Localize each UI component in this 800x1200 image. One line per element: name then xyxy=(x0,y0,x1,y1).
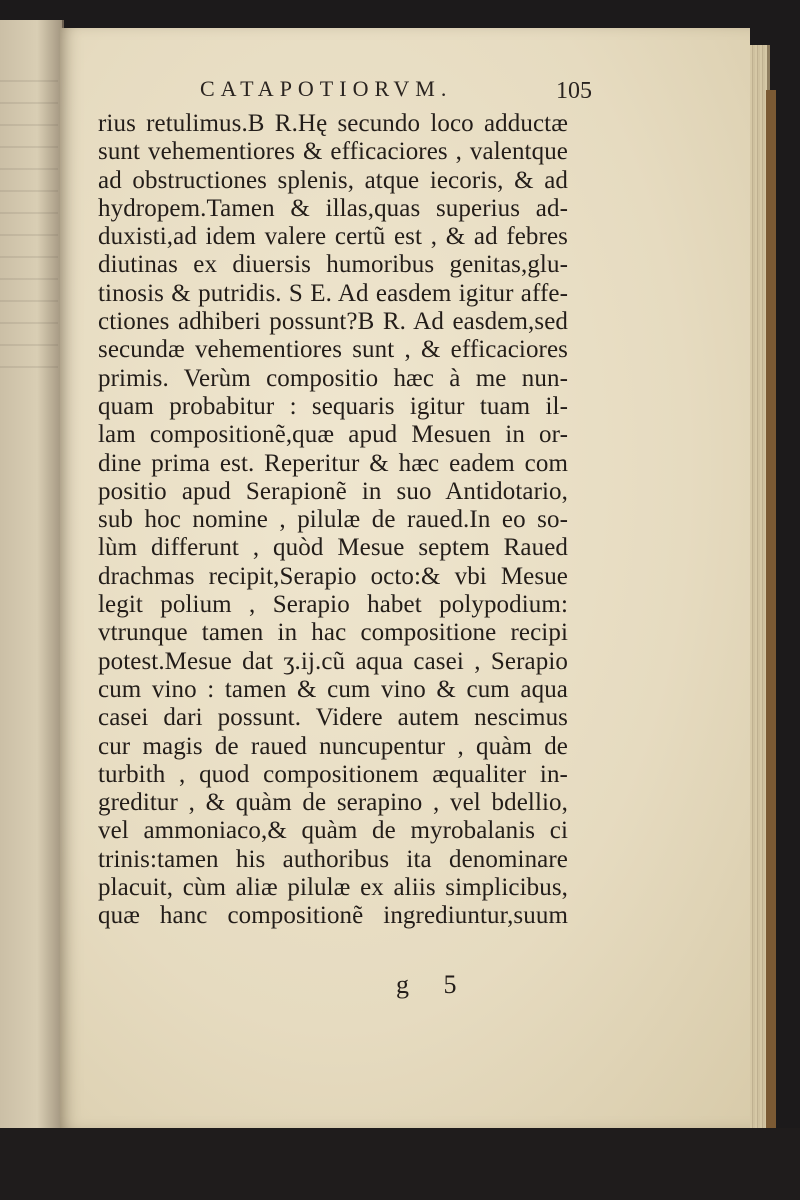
text-line: sunt vehementiores & efficaciores , valentque xyxy=(98,138,568,166)
text-line: greditur , & quàm de serapino , vel bdellio, xyxy=(98,789,568,817)
text-line: lùm differunt , quòd Mesue septem Raued xyxy=(98,534,568,562)
previous-page-edge xyxy=(0,20,64,1130)
text-line: positio apud Serapionẽ in suo Antidotario, xyxy=(98,477,568,505)
binding-edge xyxy=(766,90,776,1180)
text-line: vel ammoniaco,& quàm de myrobalanis ci xyxy=(98,817,568,845)
text-line: ad obstructiones splenis, atque iecoris, & ad xyxy=(98,166,568,194)
text-line: diutinas ex diuersis humoribus genitas,glu- xyxy=(98,251,568,279)
text-line: turbith , quod compositionem æqualiter in- xyxy=(98,760,568,788)
text-line: secundæ vehementiores sunt , & efficaciores xyxy=(98,336,568,364)
text-line: rius retulimus.B R.Hę secundo loco adductæ xyxy=(98,110,568,137)
page-number: 105 xyxy=(556,78,592,104)
text-line: ctiones adhiberi possunt?B R. Ad easdem,sed xyxy=(98,308,568,336)
text-line: quæ hanc compositionẽ ingrediuntur,suum xyxy=(98,902,568,930)
background-surface xyxy=(0,1128,800,1200)
text-line: placuit, cùm aliæ pilulæ ex aliis simplicibus, xyxy=(98,874,568,902)
text-line: casei dari possunt. Videre autem nescimus xyxy=(98,704,568,732)
body-text xyxy=(98,110,568,931)
text-line: dine prima est. Reperitur & hæc eadem com xyxy=(98,449,568,477)
text-line: legit polium , Serapio habet polypodium: xyxy=(98,591,568,619)
text-line: tinosis & putridis. S E. Ad easdem igitur affe- xyxy=(98,279,568,307)
text-line: duxisti,ad idem valere certũ est , & ad febres xyxy=(98,223,568,251)
text-line: lam compositionẽ,quæ apud Mesuen in or- xyxy=(98,421,568,449)
text-line: trinis:tamen his authoribus ita denominare xyxy=(98,845,568,873)
signature-mark: g 5 xyxy=(396,970,471,999)
text-line: hydropem.Tamen & illas,quas superius ad- xyxy=(98,194,568,222)
text-line: cur magis de raued nuncupentur , quàm de xyxy=(98,732,568,760)
text-line: drachmas recipit,Serapio octo:& vbi Mesue xyxy=(98,562,568,590)
text-line: primis. Verùm compositio hæc à me nun- xyxy=(98,364,568,392)
text-line: sub hoc nomine , pilulæ de raued.In eo so- xyxy=(98,506,568,534)
running-head: CATAPOTIORVM. xyxy=(200,76,453,101)
text-line: vtrunque tamen in hac compositione recipi xyxy=(98,619,568,647)
text-line: cum vino : tamen & cum vino & cum aqua xyxy=(98,675,568,703)
previous-page-text-shadow xyxy=(0,80,58,380)
text-line: quam probabitur : sequaris igitur tuam il- xyxy=(98,392,568,420)
text-line: potest.Mesue dat ʒ.ij.cũ aqua casei , Serapio xyxy=(98,647,568,675)
